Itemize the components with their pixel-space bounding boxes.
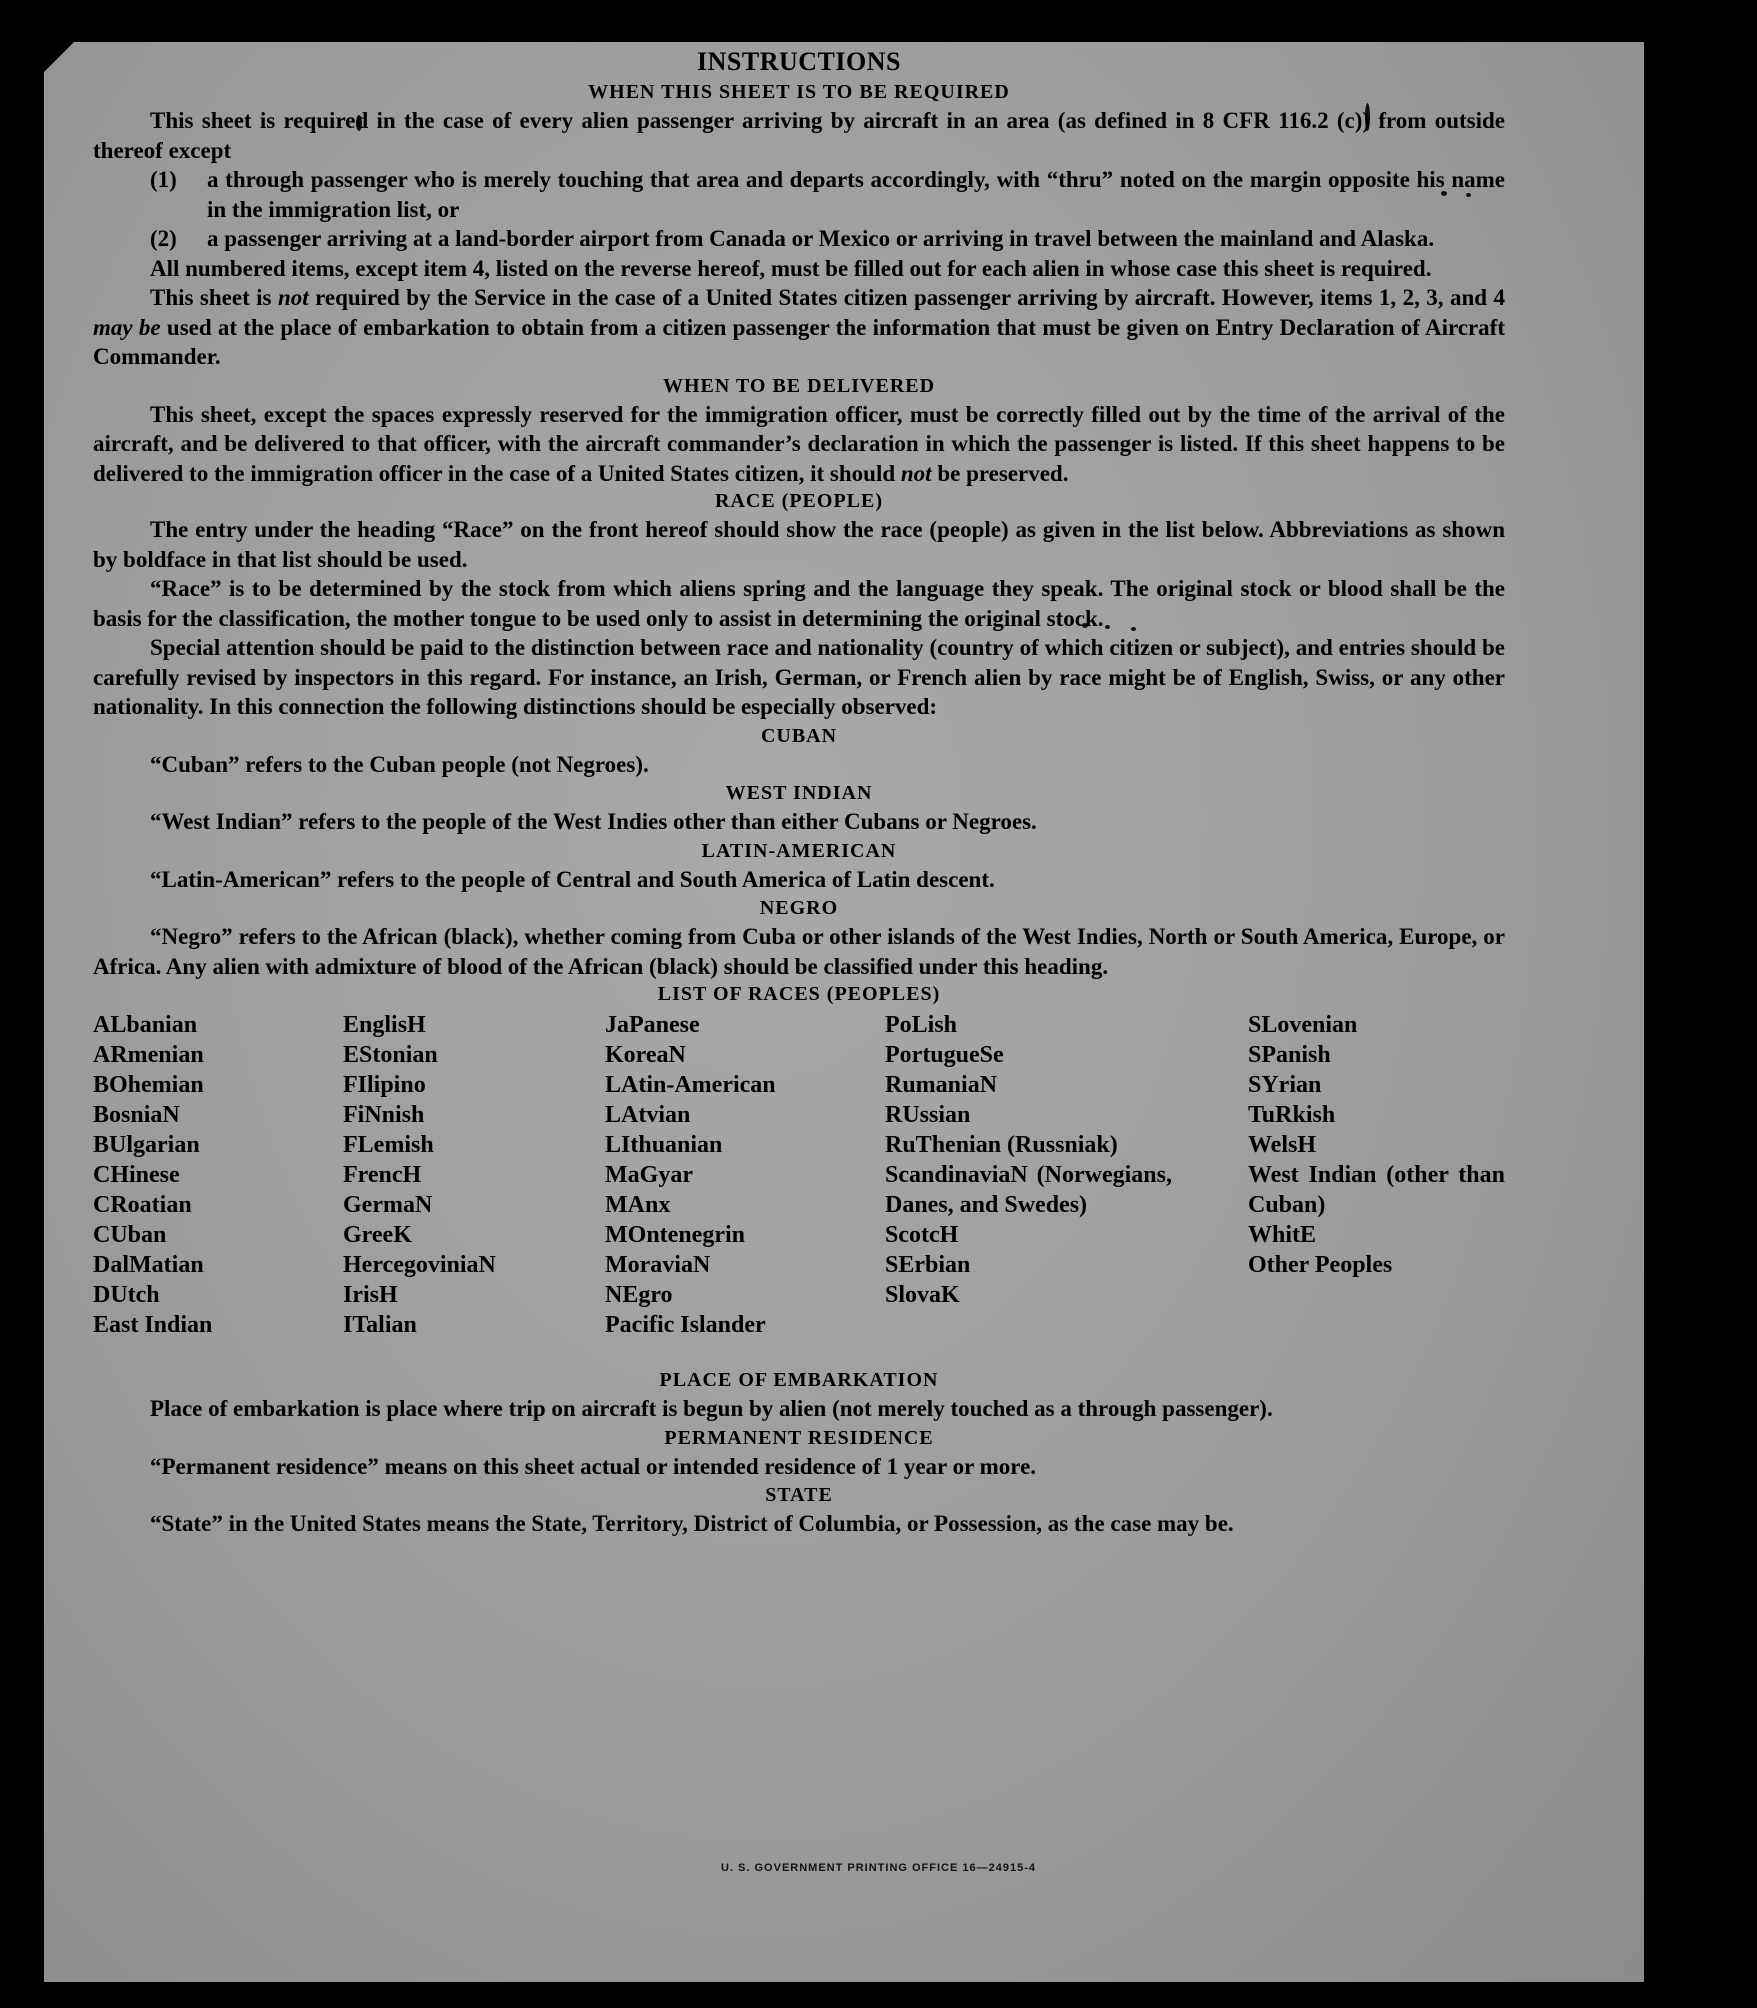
section-heading: LATIN-AMERICAN [701,839,897,862]
paragraph: “Cuban” refers to the Cuban people (not Negroes). [150,751,649,777]
race-item: EnglisH [343,1012,426,1038]
race-item: PoLish [885,1012,958,1038]
race-column [885,1010,1172,1310]
race-item: MOntenegrin [605,1222,745,1248]
section-heading: CUBAN [760,724,838,747]
race-item: MAnx [605,1192,671,1218]
race-item: BOhemian [93,1072,204,1098]
race-item: IrisH [343,1282,398,1308]
race-column [1248,1010,1505,1280]
race-column [605,1010,865,1340]
page-title: INSTRUCTIONS [697,47,901,76]
race-item: ScotcH [885,1222,959,1248]
section-heading: PERMANENT RESIDENCE [664,1426,934,1449]
instructions-text [93,45,1505,1539]
race-item: EStonian [343,1042,438,1068]
item-text: a through passenger who is merely touching that area and departs accordingly, with “thru” noted on the margin opposite his name in the immigration list, or [207,167,1505,222]
race-item: ScandinaviaN (Norwegians, Danes, and Swedes) [885,1162,1172,1218]
section-heading: WHEN THIS SHEET IS TO BE REQUIRED [588,81,1010,103]
race-item: GermaN [343,1192,433,1218]
race-item: Other Peoples [1248,1252,1393,1278]
printer-imprint: U. S. GOVERNMENT PRINTING OFFICE 16—24915-4 [720,1862,1036,1874]
race-item: FiNnish [343,1102,425,1128]
paragraph: This sheet, except the spaces expressly reserved for the immigration officer, must be correctly filled out by the time of the arrival of the aircraft, and be delivered to that officer, with the aircraft commander’s declaration in which the passenger is listed. If this sheet happens to be delivered to the immigration officer in the case of a United States citizen, it should not be preserved. [93,401,1505,486]
race-item: RUssian [885,1102,971,1128]
race-item: SlovaK [885,1282,960,1308]
race-item: WhitE [1248,1222,1317,1248]
race-item: ALbanian [93,1012,198,1038]
race-item: SPanish [1248,1042,1331,1068]
race-item: CRoatian [93,1192,192,1218]
folded-corner [44,42,74,72]
paragraph: Place of embarkation is place where trip on aircraft is begun by alien (not merely touched as a through passenger). [150,1396,1273,1421]
race-item: MaGyar [605,1162,693,1188]
race-item: FLemish [343,1132,434,1158]
race-item: CUban [93,1222,167,1248]
race-item: DUtch [93,1282,160,1308]
section-heading: WHEN TO BE DELIVERED [662,374,936,397]
race-item: West Indian (other than Cuban) [1248,1162,1505,1218]
race-item: East Indian [93,1312,213,1338]
race-item: CHinese [93,1162,180,1188]
race-item: RuThenian (Russniak) [885,1132,1118,1158]
list-item [93,224,1505,254]
race-item: SYrian [1248,1072,1322,1098]
section-heading: NEGRO [759,897,839,919]
race-item: ITalian [343,1312,417,1338]
race-item: NEgro [605,1282,673,1308]
race-item: SErbian [885,1252,971,1278]
paragraph: This sheet is not required by the Service in the case of a United States citizen passenger arriving by aircraft. However, items 1, 2, 3, and 4 may be used at the place of embarkation to obtain from a citizen passenger the information that must be given on Entry Declaration of Aircraft Commander. [93,285,1506,369]
section-heading: RACE (PEOPLE) [715,490,883,512]
section-heading: WEST INDIAN [725,782,873,804]
paragraph: “West Indian” refers to the people of the West Indies other than either Cubans or Negroes. [150,809,1037,834]
paragraph: Special attention should be paid to the distinction between race and nationality (country of which citizen or subject), and entries should be carefully revised by inspectors in this regard. For instance, an Irish, German, or French alien by race might be of English, Swiss, or any other nationality. In this connection the following distinctions should be especially observed: [93,635,1505,719]
race-item: LIthuanian [605,1132,723,1158]
race-item: JaPanese [605,1012,700,1038]
race-item: BUlgarian [93,1132,200,1158]
paragraph: “Permanent residence” means on this sheet actual or intended residence of 1 year or more. [150,1453,1037,1479]
section-heading: LIST OF RACES (PEOPLES) [657,983,941,1005]
race-item: PortugueSe [885,1042,1004,1068]
paragraph: “Negro” refers to the African (black), whether coming from Cuba or other islands of the West Indies, North or South America, Europe, or Africa. Any alien with admixture of blood of the African (black) should be classified under this heading. [93,924,1505,979]
race-item: Pacific Islander [605,1312,766,1338]
race-item: KoreaN [605,1042,686,1068]
race-item: ARmenian [93,1042,204,1068]
race-item: TuRkish [1248,1102,1336,1128]
race-item: FIlipino [343,1072,426,1098]
section-heading: PLACE OF EMBARKATION [659,1369,939,1391]
paragraph: “Latin-American” refers to the people of Central and South America of Latin descent. [150,866,995,892]
item-text: a passenger arriving at a land-border airport from Canada or Mexico or arriving in travel between the mainland and Alaska. [207,226,1435,251]
race-item: MoraviaN [605,1252,711,1278]
paragraph: “State” in the United States means the State, Territory, District of Columbia, or Possession, as the case may be. [150,1511,1234,1536]
race-item: LAtin-American [605,1072,776,1098]
race-list [93,1010,1505,1366]
race-column [343,1010,583,1340]
race-item: HercegoviniaN [343,1252,496,1278]
item-number: (2) [150,226,177,251]
item-number: (1) [150,167,177,192]
race-item: LAtvian [605,1102,691,1128]
race-item: RumaniaN [885,1072,998,1098]
race-item: DalMatian [93,1252,204,1278]
race-item: GreeK [343,1222,412,1248]
paragraph: All numbered items, except item 4, listed on the reverse hereof, must be filled out for each alien in whose case this sheet is required. [150,255,1432,281]
race-item: FrencH [343,1162,422,1188]
race-column [93,1010,323,1340]
paragraph: The entry under the heading “Race” on the front hereof should show the race (people) as given in the list below. Abbreviations as shown by boldface in that list should be used. [93,517,1505,572]
paragraph: This sheet is required in the case of every alien passenger arriving by aircraft in an area (as defined in 8 CFR 116.2 (c)) from outside thereof except [93,108,1505,163]
race-item: WelsH [1248,1132,1317,1158]
list-item [93,165,1505,224]
race-item: BosniaN [93,1102,180,1128]
paragraph: “Race” is to be determined by the stock from which aliens spring and the language they speak. The original stock or blood shall be the basis for the classification, the mother tongue to be used only to assist in determining the original stock. [93,576,1505,631]
section-heading: STATE [765,1484,833,1506]
race-item: SLovenian [1248,1012,1358,1038]
